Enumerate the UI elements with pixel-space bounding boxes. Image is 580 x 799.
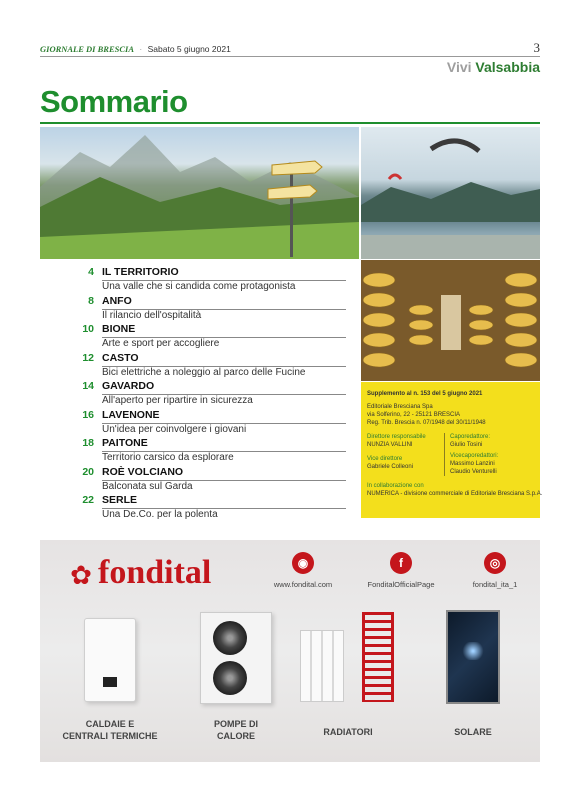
- mountain-photo: [40, 127, 359, 259]
- toc-place: GAVARDO: [102, 380, 155, 392]
- section-title: [300, 59, 540, 75]
- header-rule: [40, 56, 540, 57]
- vice-director-name: Gabriele Colleoni: [367, 464, 414, 470]
- toc-place: LAVENONE: [102, 408, 160, 421]
- director-name: NUNZIA VALLINI: [367, 442, 413, 448]
- web-label: www.fondital.com: [273, 580, 333, 589]
- toc-page-number: 20: [82, 465, 94, 478]
- toc-page-number: 22: [82, 494, 94, 506]
- toc-description: Balconata sul Garda: [102, 480, 193, 492]
- brand-logo: fondital: [98, 554, 212, 591]
- heat-pump-image: [200, 612, 272, 704]
- product-label-line: SOLARE: [454, 727, 492, 737]
- director-label: Direttore responsabile: [367, 434, 426, 440]
- facebook-label: FonditalOfficialPage: [367, 580, 435, 589]
- toc-place: BIONE: [102, 323, 136, 335]
- product-label-line: CALORE: [217, 731, 255, 741]
- table-of-contents: [40, 266, 346, 526]
- toc-page-number: 10: [82, 323, 94, 335]
- toc-page-number: 18: [82, 437, 94, 449]
- page-title: Sommario: [40, 84, 188, 119]
- section-name: Valsabbia: [475, 59, 540, 75]
- masthead: [40, 44, 231, 54]
- vice-chief-name-2: Claudio Venturelli: [450, 469, 497, 475]
- facebook-icon: f: [390, 552, 412, 574]
- product-label-line: CALDAIE E: [85, 719, 135, 729]
- registration: Reg. Trib. Brescia n. 07/1948 del 30/11/1948: [367, 420, 486, 426]
- toc-page-number: 16: [82, 408, 94, 421]
- social-facebook: [356, 552, 446, 589]
- product-label-solar: [423, 726, 523, 738]
- vice-chief-label: Vicecaporedattori:: [450, 453, 499, 459]
- chief-editor-name: Giulio Tosini: [450, 442, 483, 448]
- supplement-note: Supplemento al n. 153 del 5 giugno 2021: [367, 391, 483, 397]
- toc-description: Bici elettriche a noleggio al parco delle Fucine: [102, 366, 306, 378]
- vice-chief-name-1: Massimo Lanzini: [450, 461, 495, 467]
- publisher-address: via Solferino, 22 - 25121 BRESCIA: [367, 412, 461, 418]
- toc-page-number: 4: [88, 266, 94, 278]
- toc-place: PAITONE: [102, 437, 148, 449]
- toc-description: Una De.Co. per la polenta: [102, 509, 218, 520]
- page-number: 3: [533, 40, 540, 55]
- toc-place: SERLE: [102, 494, 138, 506]
- collaboration-label: In collaborazione con: [367, 483, 424, 489]
- imprint-box: [361, 382, 543, 518]
- kitesurf-photo: [361, 127, 540, 259]
- chief-editor-label: Caporedattore:: [450, 434, 491, 440]
- masthead-separator: ·: [139, 44, 143, 54]
- issue-date: Sabato 5 giugno 2021: [147, 44, 231, 54]
- toc-description: Arte e sport per accogliere: [102, 338, 220, 349]
- toc-place: ANFO: [102, 294, 132, 307]
- toc-place: IL TERRITORIO: [102, 266, 179, 278]
- collaboration-text: NUMERICA - divisione commerciale di Editoriale Bresciana S.p.A.: [367, 491, 543, 497]
- toc-place: CASTO: [102, 351, 139, 364]
- product-label-line: CENTRALI TERMICHE: [62, 731, 158, 741]
- towel-radiator-image: [362, 612, 394, 702]
- radiator-white-image: [300, 630, 344, 702]
- newspaper-name: GIORNALE DI BRESCIA: [40, 44, 135, 54]
- social-instagram: [450, 552, 540, 589]
- toc-place: ROÈ VOLCIANO: [102, 465, 184, 478]
- toc-page-number: 14: [82, 380, 94, 392]
- product-label-boilers: [60, 718, 160, 742]
- cheese-cellar-photo: [361, 260, 540, 381]
- solar-panel-image: [446, 610, 500, 704]
- boiler-image: [84, 618, 136, 702]
- product-label-line: POMPE DI: [213, 719, 258, 729]
- product-label-radiators: [298, 726, 398, 738]
- title-rule: [40, 122, 540, 124]
- product-label-heat-pumps: [186, 718, 286, 742]
- publisher: Editoriale Bresciana Spa: [367, 404, 433, 410]
- fondital-advertisement: [40, 540, 540, 762]
- toc-description: All'aperto per ripartire in sicurezza: [102, 395, 253, 406]
- instagram-label: fondital_ita_1: [472, 580, 518, 589]
- section-prefix: Vivi: [446, 59, 472, 75]
- product-label-line: RADIATORI: [323, 727, 373, 737]
- toc-description: Una valle che si candida come protagonista: [102, 281, 296, 292]
- web-icon: ◉: [292, 552, 314, 574]
- toc-description: Territorio carsico da esplorare: [102, 452, 234, 463]
- toc-description: Il rilancio dell'ospitalità: [102, 309, 202, 321]
- flower-logo-icon: ✿: [70, 560, 92, 590]
- social-web: [258, 552, 348, 589]
- toc-description: Un'idea per coinvolgere i giovani: [102, 423, 247, 435]
- toc-page-number: 8: [88, 294, 94, 307]
- instagram-icon: ◎: [484, 552, 506, 574]
- vice-director-label: Vice direttore: [367, 456, 403, 462]
- toc-page-number: 12: [82, 351, 94, 364]
